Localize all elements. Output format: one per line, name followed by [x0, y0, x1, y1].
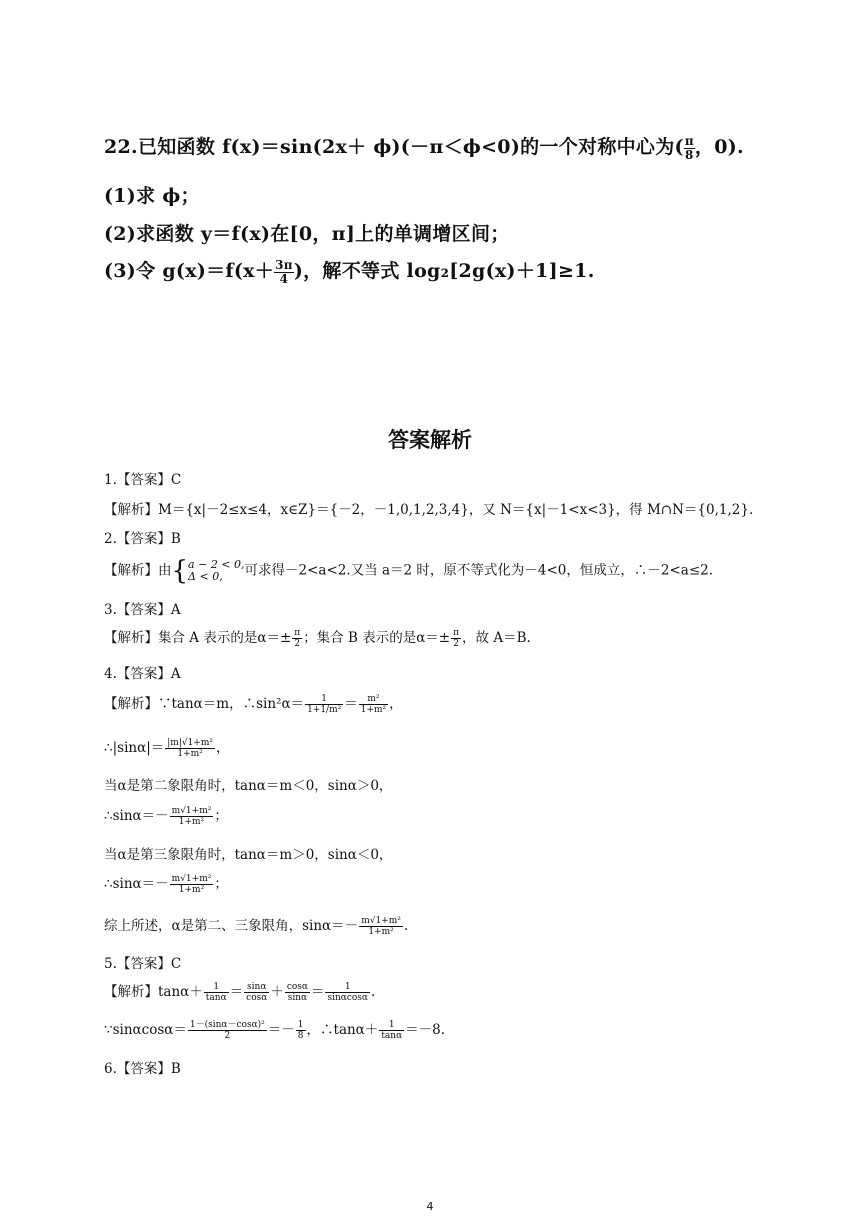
problem-intro: 22.已知函数 f(x)＝sin(2x＋ ϕ)(－π＜ϕ<0)的一个对称中心为( [104, 136, 684, 158]
page-number: 4 [426, 1200, 434, 1213]
fraction-pi-over-2: $\frac{\pi}{2}$ [294, 628, 301, 649]
fraction-pi-over-8: $\frac{\pi}{8}$ [684, 133, 694, 162]
question-3: (3)令 g(x)＝f(x＋ $\frac{3\pi}{4}$ )，解不等式 log₂[2g(x)＋1]≥1. [104, 257, 595, 286]
answer-4: 4.【答案】A [104, 666, 181, 682]
explanation-4-line-4: ∴sinα＝－ $\frac{\text{m√1+m²}}{\text{1+m²}}$ ； [104, 806, 228, 827]
condition-cases: a − 2 < 0, Δ < 0, [188, 558, 245, 583]
problem-22-stem: 22.已知函数 f(x)＝sin(2x＋ ϕ)(－π＜ϕ<0)的一个对称中心为( $\frac{\pi}{8}$ ，0). [104, 133, 744, 162]
answer-6: 6.【答案】B [104, 1061, 181, 1077]
question-2: (2)求函数 y＝f(x)在[0，π]上的单调增区间； [104, 223, 510, 245]
explanation-4-line-2: ∴|sinα|＝ $\frac{\text{|m|√1+m²}}{\text{1+m²}}$ ， [104, 738, 230, 759]
explanation-3: 【解析】集合 A 表示的是α＝± $\frac{\pi}{2}$ ；集合 B 表示的是α＝± $\frac{\pi}{2}$ ，故 A＝B. [104, 628, 531, 649]
explanation-1: 【解析】M＝{x|－2≤x≤4，x∈Z}＝{－2，－1,0,1,2,3,4}，又 N＝{x|－1<x<3}，得 M∩N＝{0,1,2}. [104, 502, 754, 518]
answer-1: 1.【答案】C [104, 472, 182, 488]
explanation-5-line-2: ∵sinαcosα＝ $\frac{\text{1－(sinα－cosα)²}}{2}$ ＝－ $\frac{1}{8}$ ，∴tanα＋ $\frac{1}{\tan\alpha}$ ＝－8. [104, 1020, 446, 1041]
fraction-3pi-over-4: $\frac{3\pi}{4}$ [275, 257, 293, 286]
question-1: (1)求 ϕ； [104, 185, 200, 207]
explanation-4-line-6: ∴sinα＝－ $\frac{\text{m√1+m²}}{\text{1+m²}}$ ； [104, 874, 228, 895]
explanation-4-line-1: 【解析】∵tanα＝m，∴sin²α＝ $\frac{1}{\text{1+1/m²}}$ ＝ $\frac{\text{m²}}{\text{1+m²}}$ ， [104, 694, 403, 715]
explanation-4-line-5: 当α是第三象限角时，tanα＝m＞0，sinα＜0， [104, 847, 393, 863]
answer-5: 5.【答案】C [104, 956, 182, 972]
fraction-pi-over-2: $\frac{\pi}{2}$ [453, 628, 460, 649]
explanation-2: 【解析】由{ a − 2 < 0, Δ < 0, 可求得－2<a<2.又当 a＝2 时，原不等式化为－4<0，恒成立，∴－2<a≤2. [104, 556, 714, 586]
answer-heading: 答案解析 [388, 428, 472, 452]
answer-3: 3.【答案】A [104, 602, 181, 618]
answer-2: 2.【答案】B [104, 531, 181, 547]
left-brace: { [171, 556, 189, 586]
explanation-5-line-1: 【解析】tanα＋ $\frac{1}{\tan\alpha}$ ＝ $\frac{\sin\alpha}{\cos\alpha}$ ＋ $\frac{\cos\alpha}{\sin\alpha}$ ＝ $\frac{1}{\sin\alpha\cos\alpha}$ . [104, 982, 376, 1003]
explanation-4-line-3: 当α是第二象限角时，tanα＝m＜0，sinα＞0， [104, 778, 393, 794]
explanation-4-line-7: 综上所述，α是第二、三象限角，sinα＝－ $\frac{\text{m√1+m²}}{\text{1+m²}}$ . [104, 916, 409, 937]
